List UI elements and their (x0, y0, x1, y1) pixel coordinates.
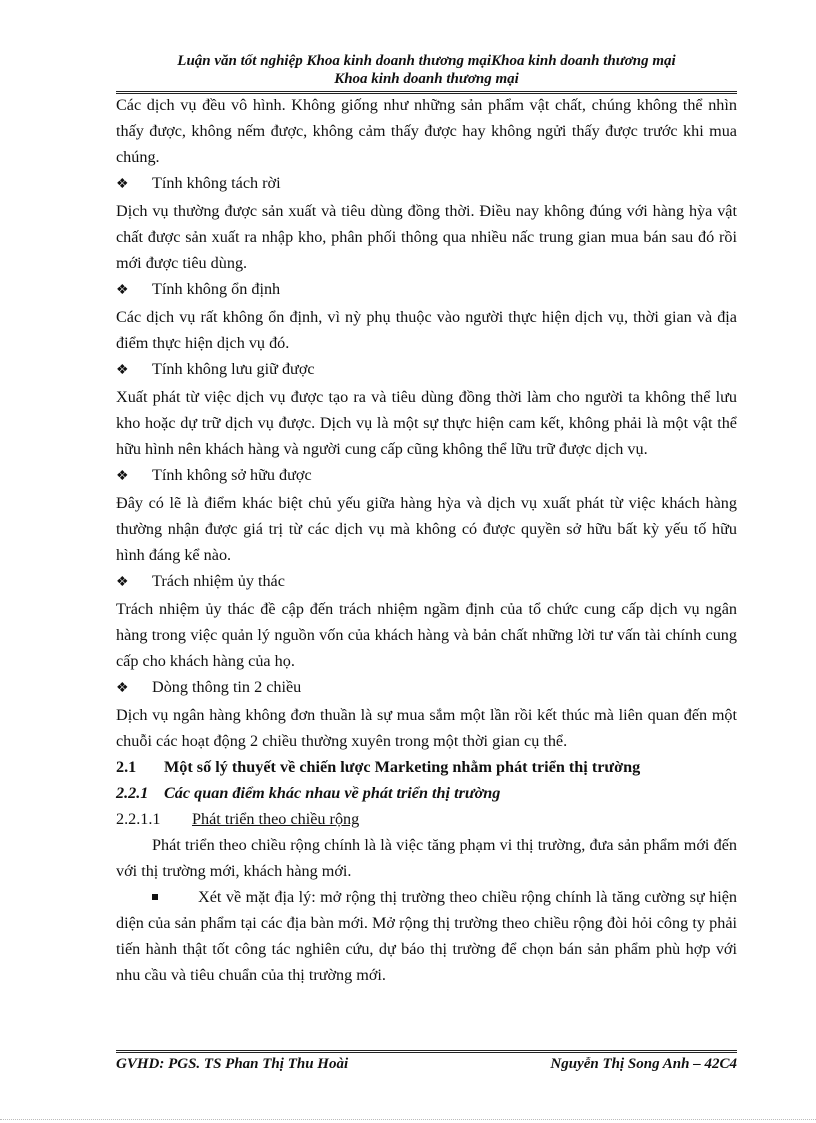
bullet-label: Trách nhiệm ủy thác (152, 572, 285, 590)
section-number: 2.2.1.1 (116, 810, 161, 828)
header-line-1: Luận văn tốt nghiệp Khoa kinh doanh thương mạiKhoa kinh doanh thương mại (177, 53, 676, 69)
footer-author: Nguyễn Thị Song Anh – 42C4 (550, 1056, 737, 1072)
footer-rule (116, 1050, 737, 1053)
page-boundary (0, 1119, 816, 1120)
bullet-item (116, 462, 737, 490)
section-heading-2-2-1-1 (116, 806, 737, 832)
bullet-item (116, 568, 737, 596)
section-number: 2.1 (116, 758, 137, 776)
diamond-bullet-icon: ❖ (116, 363, 129, 378)
page-header (116, 52, 737, 88)
bullet-label: Dòng thông tin 2 chiều (152, 678, 302, 696)
bullet-item (116, 356, 737, 384)
square-bullet-paragraph (116, 884, 737, 988)
section-title: Phát triển theo chiều rộng (192, 810, 360, 828)
section-heading-2-1 (116, 754, 737, 780)
bullet-label: Tính không tách rời (152, 174, 281, 192)
diamond-bullet-icon: ❖ (116, 681, 129, 696)
bullet-item (116, 170, 737, 198)
section-title: Các quan điểm khác nhau về phát triển thị trường (164, 784, 501, 802)
section-heading-2-2-1 (116, 780, 737, 806)
diamond-bullet-icon: ❖ (116, 177, 129, 192)
paragraph: Trách nhiệm ủy thác đề cập đến trách nhiệm ngầm định của tổ chức cung cấp dịch vụ ngân hàng trong việc quản lý nguồn vốn của khách hàng và bản chất những lời tư vấn tài chính cung cấp cho khách hàng của họ. (116, 600, 737, 670)
bullet-item (116, 276, 737, 304)
bullet-label: Tính không sở hữu được (152, 466, 312, 484)
paragraph: Các dịch vụ đều vô hình. Không giống như những sản phẩm vật chất, chúng không thể nhìn thấy được, không nếm được, không cảm thấy được hay không ngửi thấy được trước khi mua chúng. (116, 96, 737, 166)
paragraph-text: Xét về mặt địa lý: mở rộng thị trường theo chiều rộng chính là tăng cường sự hiện diện của sản phẩm tại các địa bàn mới. Mở rộng thị trường theo chiều rộng đòi hỏi công ty phải tiến hành thật tốt công tác nghiên cứu, dự báo thị trường để chọn bán sản phẩm phù hợp với nhu cầu và tiêu chuẩn của thị trường mới. (116, 888, 737, 984)
paragraph: Dịch vụ thường được sản xuất và tiêu dùng đồng thời. Điều nay không đúng với hàng hỳa vật chất được sản xuất ra nhập kho, phân phối thông qua nhiều nấc trung gian mua bán sau đó rồi mới được tiêu dùng. (116, 202, 737, 272)
section-title: Một số lý thuyết về chiến lược Marketing nhằm phát triển thị trường (164, 758, 641, 776)
square-bullet-icon (152, 894, 158, 900)
bullet-item (116, 674, 737, 702)
paragraph: Dịch vụ ngân hàng không đơn thuần là sự mua sắm một lần rồi kết thúc mà liên quan đến một chuỗi các hoạt động 2 chiều thường xuyên trong một thời gian cụ thể. (116, 706, 737, 750)
bullet-label: Tính không ổn định (152, 280, 281, 298)
diamond-bullet-icon: ❖ (116, 283, 129, 298)
section-number: 2.2.1 (116, 784, 149, 802)
document-body (116, 92, 737, 988)
paragraph: Các dịch vụ rất không ổn định, vì nỳ phụ thuộc vào người thực hiện dịch vụ, thời gian và địa điểm thực hiện dịch vụ đó. (116, 308, 737, 352)
diamond-bullet-icon: ❖ (116, 575, 129, 590)
paragraph: Đây có lẽ là điểm khác biệt chủ yếu giữa hàng hỳa và dịch vụ xuất phát từ việc khách hàng thường nhận được giá trị từ các dịch vụ mà không có được quyền sở hữu bất kỳ yếu tố hữu hình đáng kể nào. (116, 494, 737, 564)
page-footer (116, 1056, 737, 1073)
bullet-label: Tính không lưu giữ được (152, 360, 315, 378)
diamond-bullet-icon: ❖ (116, 469, 129, 484)
header-line-2: Khoa kinh doanh thương mại (334, 71, 519, 87)
footer-supervisor: GVHD: PGS. TS Phan Thị Thu Hoài (116, 1056, 349, 1072)
paragraph: Phát triển theo chiều rộng chính là là việc tăng phạm vi thị trường, đưa sản phẩm mới đến với thị trường mới, khách hàng mới. (116, 836, 737, 880)
paragraph: Xuất phát từ việc dịch vụ được tạo ra và tiêu dùng đồng thời làm cho người ta không thể lưu kho hoặc dự trữ dịch vụ được. Dịch vụ là một sự thực hiện cam kết, không phải là một vật thể hữu hình nên khách hàng và người cung cấp cũng không thể lữu trữ được dịch vụ. (116, 388, 737, 458)
